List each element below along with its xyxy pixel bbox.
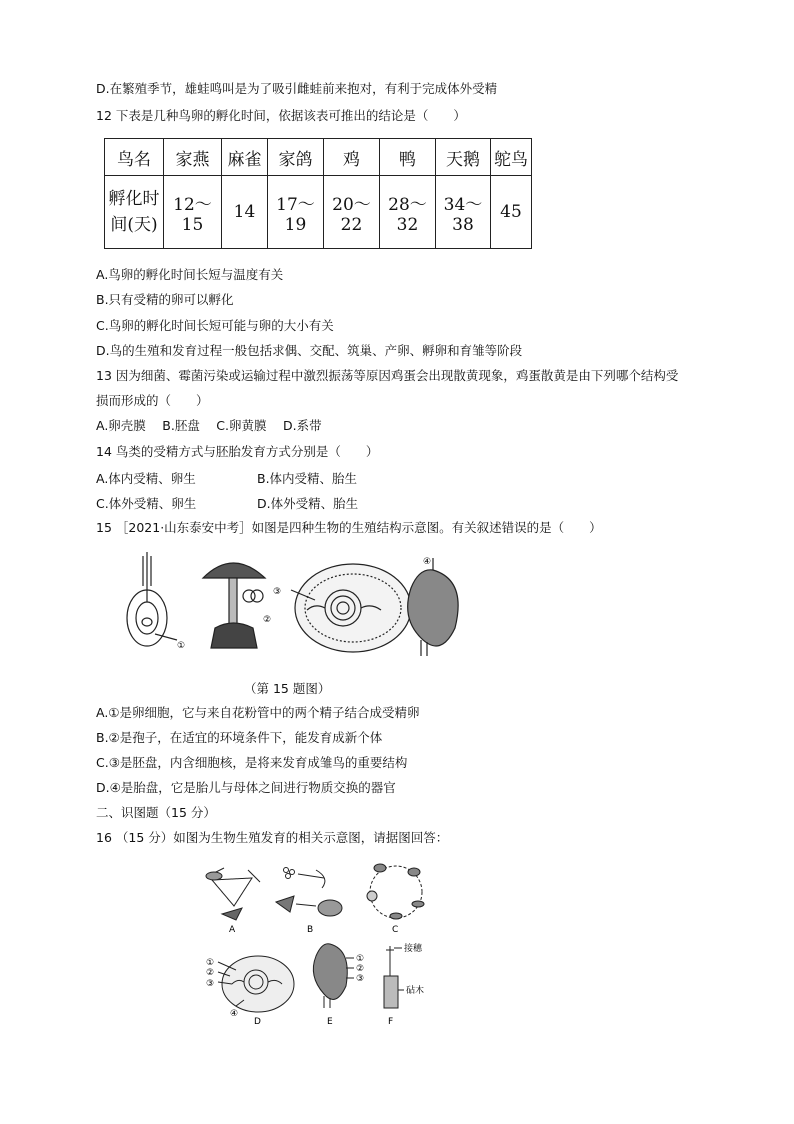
table-cell: 12～15: [164, 176, 222, 249]
bird-egg-drawing: [291, 564, 411, 652]
q14-options-row-1: [96, 469, 358, 487]
table-header-cell: 麻雀: [222, 139, 268, 176]
q11-option-d: D.在繁殖季节，雄蛙鸣叫是为了吸引雌蛙前来抱对，有利于完成体外受精: [96, 81, 498, 96]
q12-option-b: B.只有受精的卵可以孵化: [96, 292, 234, 307]
q12-option-a: A.鸟卵的孵化时间长短与温度有关: [96, 267, 284, 282]
figure-d-drawing: [218, 956, 294, 1012]
table-cell: 14: [222, 176, 268, 249]
fig-d-marker-3: ③: [206, 979, 215, 989]
fig-d-marker-1: ①: [206, 958, 215, 968]
figure-c-drawing: [367, 864, 424, 919]
fig-label-c: C: [392, 925, 399, 935]
q15-figure: [115, 548, 475, 668]
q15-option-d: D.④是胎盘，它是胎儿与母体之间进行物质交换的器官: [96, 780, 396, 795]
row-label-line-2: 间(天): [110, 215, 158, 235]
table-header-cell: 鸭: [380, 139, 436, 176]
fig-d-marker-2: ②: [206, 968, 215, 978]
marker-1: ①: [177, 641, 186, 651]
q16-stem: 16 （15 分）如图为生物生殖发育的相关示意图，请据图回答：: [96, 830, 449, 845]
table-header-cell: 鸵鸟: [491, 139, 532, 176]
fig-label-f: F: [388, 1017, 394, 1027]
q14-option-d: D.体外受精、胎生: [257, 496, 359, 511]
q14-options-row-2: [96, 494, 359, 512]
fig-label-b: B: [307, 925, 314, 935]
q13-stem-line-1: 13 因为细菌、霉菌污染或运输过程中激烈振荡等原因鸡蛋会出现散黄现象，鸡蛋散黄是由下列哪个结构受: [96, 368, 679, 383]
table-header-cell: 家燕: [164, 139, 222, 176]
fig-e-marker-1: ①: [356, 954, 365, 964]
fig-label-a: A: [229, 925, 236, 935]
q15-stem: 15 ［2021·山东泰安中考］如图是四种生物的生殖结构示意图。有关叙述错误的是（ ）: [96, 520, 602, 535]
flower-pistil-drawing: [127, 552, 177, 646]
q14-stem: 14 鸟类的受精方式与胚胎发育方式分别是（ ）: [96, 444, 379, 459]
fig-f-label-rootstock: 砧木: [406, 986, 425, 996]
q15-figure-caption: （第 15 题图）: [244, 681, 331, 696]
q13-options: A.卵壳膜 B.胚盘 C.卵黄膜 D.系带: [96, 418, 322, 433]
marker-3: ③: [273, 587, 282, 597]
fig-f-label-scion: 接穗: [404, 944, 423, 954]
table-cell: 20～22: [324, 176, 380, 249]
q14-option-a: A.体内受精、卵生: [96, 471, 196, 486]
q12-option-d: D.鸟的生殖和发育过程一般包括求偶、交配、筑巢、产卵、孵卵和育雏等阶段: [96, 343, 523, 358]
table-header-cell: 鸟名: [105, 139, 164, 176]
table-header-cell: 天鹅: [436, 139, 491, 176]
mushroom-drawing: [203, 563, 265, 648]
figure-f-drawing: [384, 946, 404, 1008]
fig-e-marker-2: ②: [356, 964, 365, 974]
q14-option-b: B.体内受精、胎生: [257, 471, 358, 486]
hatching-time-table: [104, 138, 532, 249]
q15-option-c: C.③是胚盘，内含细胞核，是将来发育成雏鸟的重要结构: [96, 755, 408, 770]
q15-option-b: B.②是孢子，在适宜的环境条件下，能发育成新个体: [96, 730, 383, 745]
section-2-title: 二、识图题（15 分）: [96, 805, 216, 820]
fig-e-marker-3: ③: [356, 974, 365, 984]
table-header-row: [105, 139, 532, 176]
marker-2: ②: [263, 615, 272, 625]
q13-stem-line-2: 损而形成的（ ）: [96, 393, 209, 408]
figure-e-drawing: [313, 944, 354, 1008]
figure-b-drawing: [276, 868, 342, 917]
table-header-cell: 鸡: [324, 139, 380, 176]
table-header-cell: 家鸽: [268, 139, 324, 176]
q15-option-a: A.①是卵细胞，它与来自花粉管中的两个精子结合成受精卵: [96, 705, 420, 720]
marker-4: ④: [423, 557, 432, 567]
table-row-label: [105, 176, 164, 249]
figure-a-drawing: [206, 868, 260, 920]
q14-option-c: C.体外受精、卵生: [96, 496, 197, 511]
table-cell: 17～19: [268, 176, 324, 249]
fig-label-d: D: [254, 1017, 261, 1027]
row-label-line-1: 孵化时: [108, 189, 160, 209]
table-cell: 45: [491, 176, 532, 249]
q12-option-c: C.鸟卵的孵化时间长短可能与卵的大小有关: [96, 318, 334, 333]
table-cell: 28～32: [380, 176, 436, 249]
fig-label-e: E: [327, 1017, 333, 1027]
fig-d-marker-4: ④: [230, 1009, 239, 1019]
q12-stem: 12 下表是几种鸟卵的孵化时间，依据该表可推出的结论是（ ）: [96, 108, 466, 123]
table-row: [105, 176, 532, 249]
table-cell: 34～38: [436, 176, 491, 249]
placenta-drawing: [408, 558, 458, 656]
q16-figure: [196, 858, 446, 1030]
